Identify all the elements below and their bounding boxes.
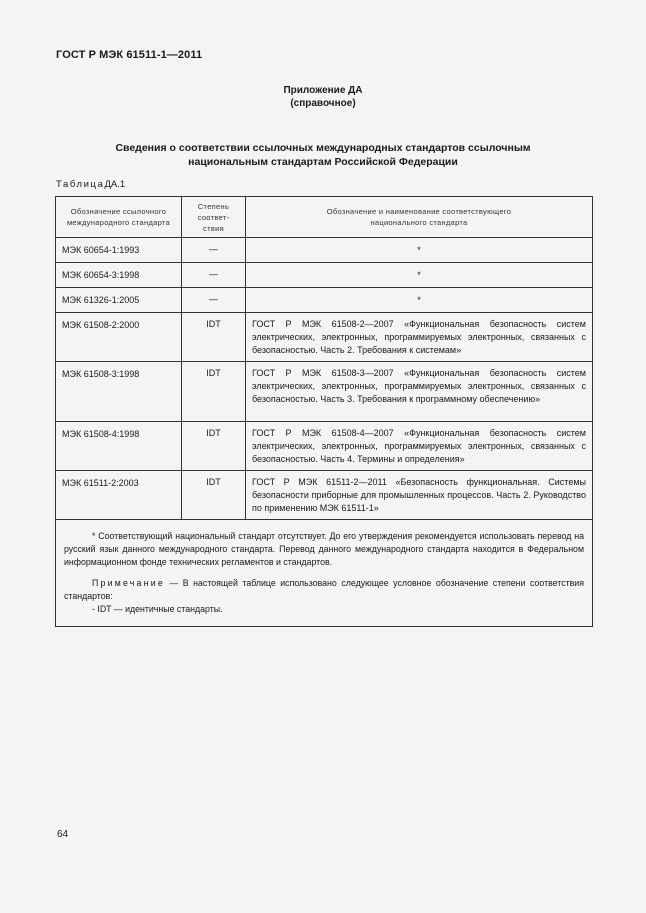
table-row [56, 238, 593, 263]
table-row [56, 471, 593, 520]
national-standard-cell: * [246, 263, 593, 288]
header-degree: Степень соответ-ствия [182, 197, 246, 238]
table-caption-word: Таблица [56, 179, 105, 190]
note-label: Примечание [92, 578, 165, 588]
national-standard-cell: * [246, 288, 593, 313]
note-paragraph [64, 577, 584, 603]
intl-standard-cell: МЭК 61326-1:2005 [56, 288, 182, 313]
intl-standard-cell: МЭК 61508-4:1998 [56, 422, 182, 471]
table-row [56, 313, 593, 362]
section-title [80, 141, 566, 169]
national-standard-cell: ГОСТ Р МЭК 61508-3—2007 «Функциональная безопасность систем электрических, электронных, программируемых электронных, связанных с безопасностью. Часть 3. Требования к программному обеспечению» [246, 362, 593, 422]
standards-table [55, 196, 593, 627]
degree-cell: IDT [182, 313, 246, 362]
degree-cell: — [182, 238, 246, 263]
header-national-standard: Обозначение и наименование соответствующего национального стандарта [246, 197, 593, 238]
section-title-line1: Сведения о соответствии ссылочных международных стандартов ссылочным [115, 142, 531, 154]
intl-standard-cell: МЭК 60654-3:1998 [56, 263, 182, 288]
table-row [56, 288, 593, 313]
page-number: 64 [57, 829, 69, 840]
appendix-label: Приложение ДА [283, 85, 363, 96]
national-standard-cell: * [246, 238, 593, 263]
intl-standard-cell: МЭК 61511-2:2003 [56, 471, 182, 520]
footnote-text: * Соответствующий национальный стандарт отсутствует. До его утверждения рекомендуется использовать перевод на русский язык данного международного стандарта. Перевод данного международного стандарта находится в Федеральном информационном фонде технических регламентов и стандартов. [64, 531, 584, 567]
table-caption-number: ДА.1 [104, 179, 126, 190]
degree-cell: IDT [182, 422, 246, 471]
appendix-subtitle: (справочное) [290, 98, 356, 109]
table-caption [56, 179, 125, 190]
table-row [56, 362, 593, 422]
national-standard-cell: ГОСТ Р МЭК 61508-4—2007 «Функциональная безопасность систем электрических, электронных, программируемых электронных, связанных с безопасностью. Часть 4. Термины и определения» [246, 422, 593, 471]
national-standard-cell: ГОСТ Р МЭК 61511-2—2011 «Безопасность функциональная. Системы безопасности приборные для промышленных процессов. Часть 2. Руководство по применению МЭК 61511-1» [246, 471, 593, 520]
appendix-title [0, 84, 646, 110]
national-standard-cell: ГОСТ Р МЭК 61508-2—2007 «Функциональная безопасность систем электрических, электронных, программируемых электронных, связанных с безопасностью. Часть 2. Требования к системам» [246, 313, 593, 362]
degree-cell: — [182, 288, 246, 313]
intl-standard-cell: МЭК 60654-1:1993 [56, 238, 182, 263]
document-header: ГОСТ Р МЭК 61511-1—2011 [56, 49, 203, 61]
table-header-row [56, 197, 593, 238]
note-item: - IDT — идентичные стандарты. [92, 604, 223, 614]
table-footnotes [56, 520, 593, 627]
section-title-line2: национальным стандартам Российской Федерации [188, 156, 458, 168]
table-row [56, 263, 593, 288]
degree-cell: IDT [182, 471, 246, 520]
intl-standard-cell: МЭК 61508-3:1998 [56, 362, 182, 422]
degree-cell: — [182, 263, 246, 288]
table-row [56, 422, 593, 471]
degree-cell: IDT [182, 362, 246, 422]
table-footer-row [56, 520, 593, 627]
intl-standard-cell: МЭК 61508-2:2000 [56, 313, 182, 362]
header-intl-standard: Обозначение ссылочного международного стандарта [56, 197, 182, 238]
note-text: — В настоящей таблице использовано следующее условное обозначение степени соответствия стандартов: [64, 578, 584, 601]
